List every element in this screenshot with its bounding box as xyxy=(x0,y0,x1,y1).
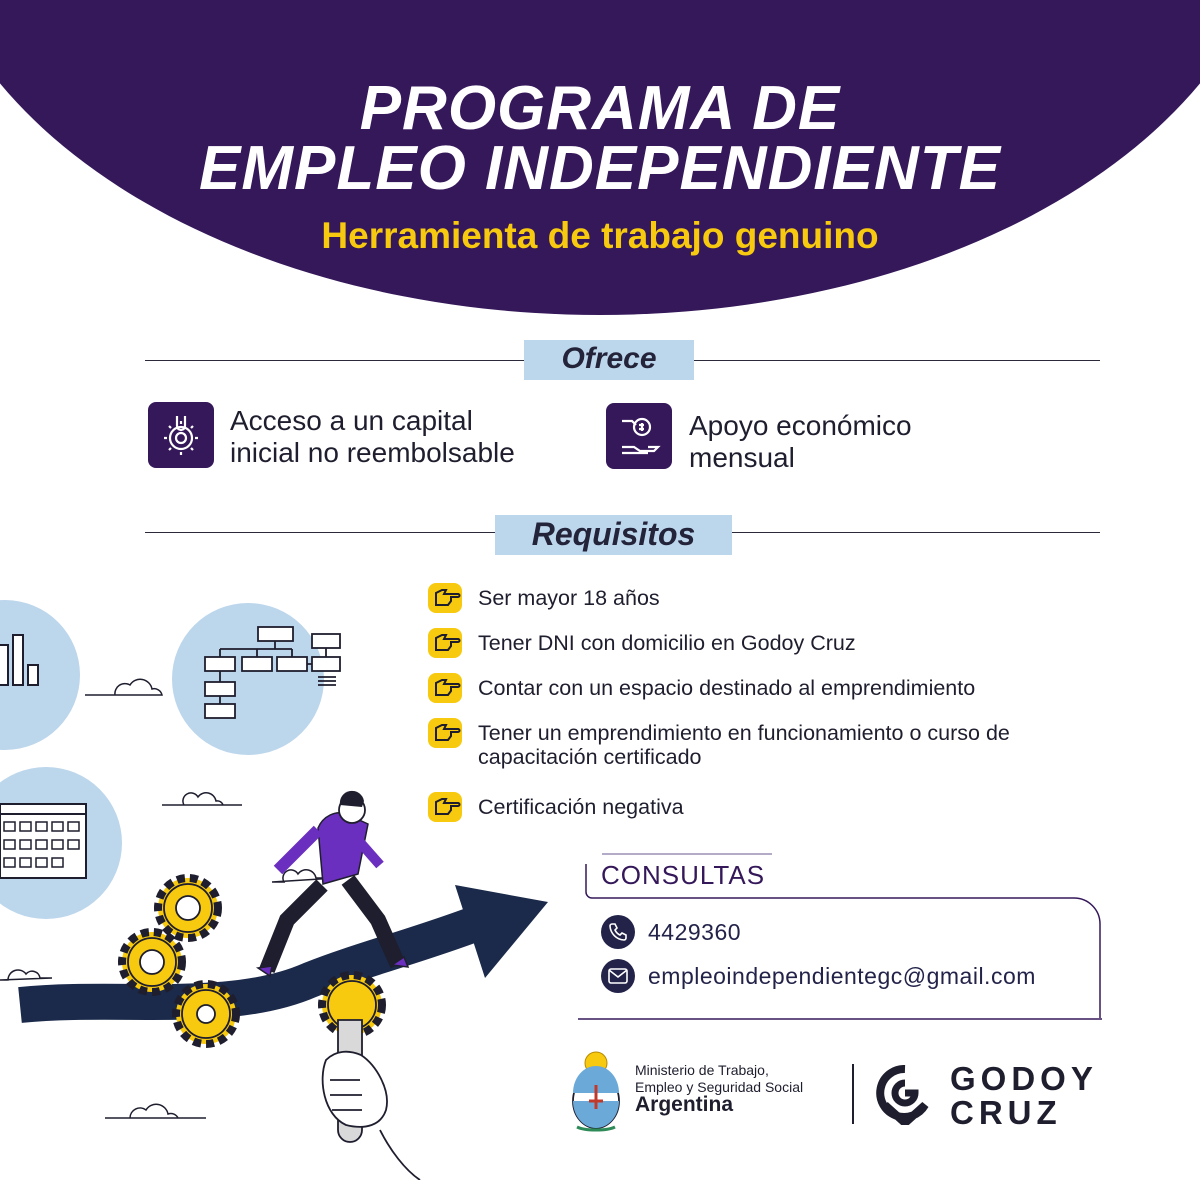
growth-arrow xyxy=(20,922,480,1005)
consultas-title: CONSULTAS xyxy=(601,860,766,890)
hand-money-icon xyxy=(606,403,672,469)
offer-capital xyxy=(230,405,515,469)
page-title-line-1: PROGRAMA DE xyxy=(359,74,841,143)
requirement-text: Contar con un espacio destinado al emprendimiento xyxy=(478,676,976,700)
section-label-requisitos: Requisitos xyxy=(495,515,732,555)
page-title-line-2: EMPLEO INDEPENDIENTE xyxy=(199,134,1001,203)
requirement-text: Certificación negativa xyxy=(478,795,684,819)
offer-apoyo xyxy=(689,410,912,474)
requirement-text: Ser mayor 18 años xyxy=(478,586,660,610)
offer-apoyo-line-1: Apoyo económico xyxy=(689,410,912,441)
cloud-shape xyxy=(105,1104,206,1118)
requirement-item xyxy=(428,631,1118,658)
phone-icon xyxy=(601,915,635,949)
phone-row xyxy=(601,915,741,949)
pointing-hand-icon xyxy=(428,583,462,613)
envelope-icon xyxy=(601,959,635,993)
requirement-item xyxy=(428,586,1118,613)
ministry-line-1: Ministerio de Trabajo, xyxy=(635,1062,769,1078)
requirement-text: Tener un emprendimiento en funcionamiento o curso de capacitación certificado xyxy=(478,721,1010,769)
pointing-hand-icon xyxy=(428,628,462,658)
cruz-text: CRUZ xyxy=(950,1094,1062,1131)
growth-illustration xyxy=(0,660,560,1180)
phone-number[interactable]: 4429360 xyxy=(648,918,742,945)
cloud-shape xyxy=(85,679,162,695)
offer-apoyo-line-2: mensual xyxy=(689,442,795,473)
gear-wrench-icon xyxy=(148,402,214,468)
godoy-cruz-logo-icon xyxy=(876,1065,934,1125)
offer-capital-line-1: Acceso a un capital xyxy=(230,405,473,436)
godoy-text: GODOY xyxy=(950,1060,1098,1097)
page-subtitle: Herramienta de trabajo genuino xyxy=(321,215,879,256)
email-address[interactable]: empleoindependientegc@gmail.com xyxy=(648,962,1036,989)
offer-capital-line-2: inicial no reembolsable xyxy=(230,437,515,468)
ministry-line-2: Empleo y Seguridad Social xyxy=(635,1079,804,1095)
ministry-country: Argentina xyxy=(635,1093,734,1116)
cloud-shape xyxy=(162,793,242,805)
requirement-text: Tener DNI con domicilio en Godoy Cruz xyxy=(478,631,856,655)
logo-divider xyxy=(852,1064,854,1124)
godoy-cruz-wordmark xyxy=(950,1062,1098,1130)
running-businessman xyxy=(258,791,408,976)
section-label-ofrece: Ofrece xyxy=(524,340,694,380)
ministry-name xyxy=(635,1062,804,1116)
argentina-coat-of-arms-icon xyxy=(567,1049,625,1133)
wrench-hand xyxy=(323,1020,420,1180)
cloud-shape xyxy=(0,970,52,980)
email-row xyxy=(601,959,1036,993)
